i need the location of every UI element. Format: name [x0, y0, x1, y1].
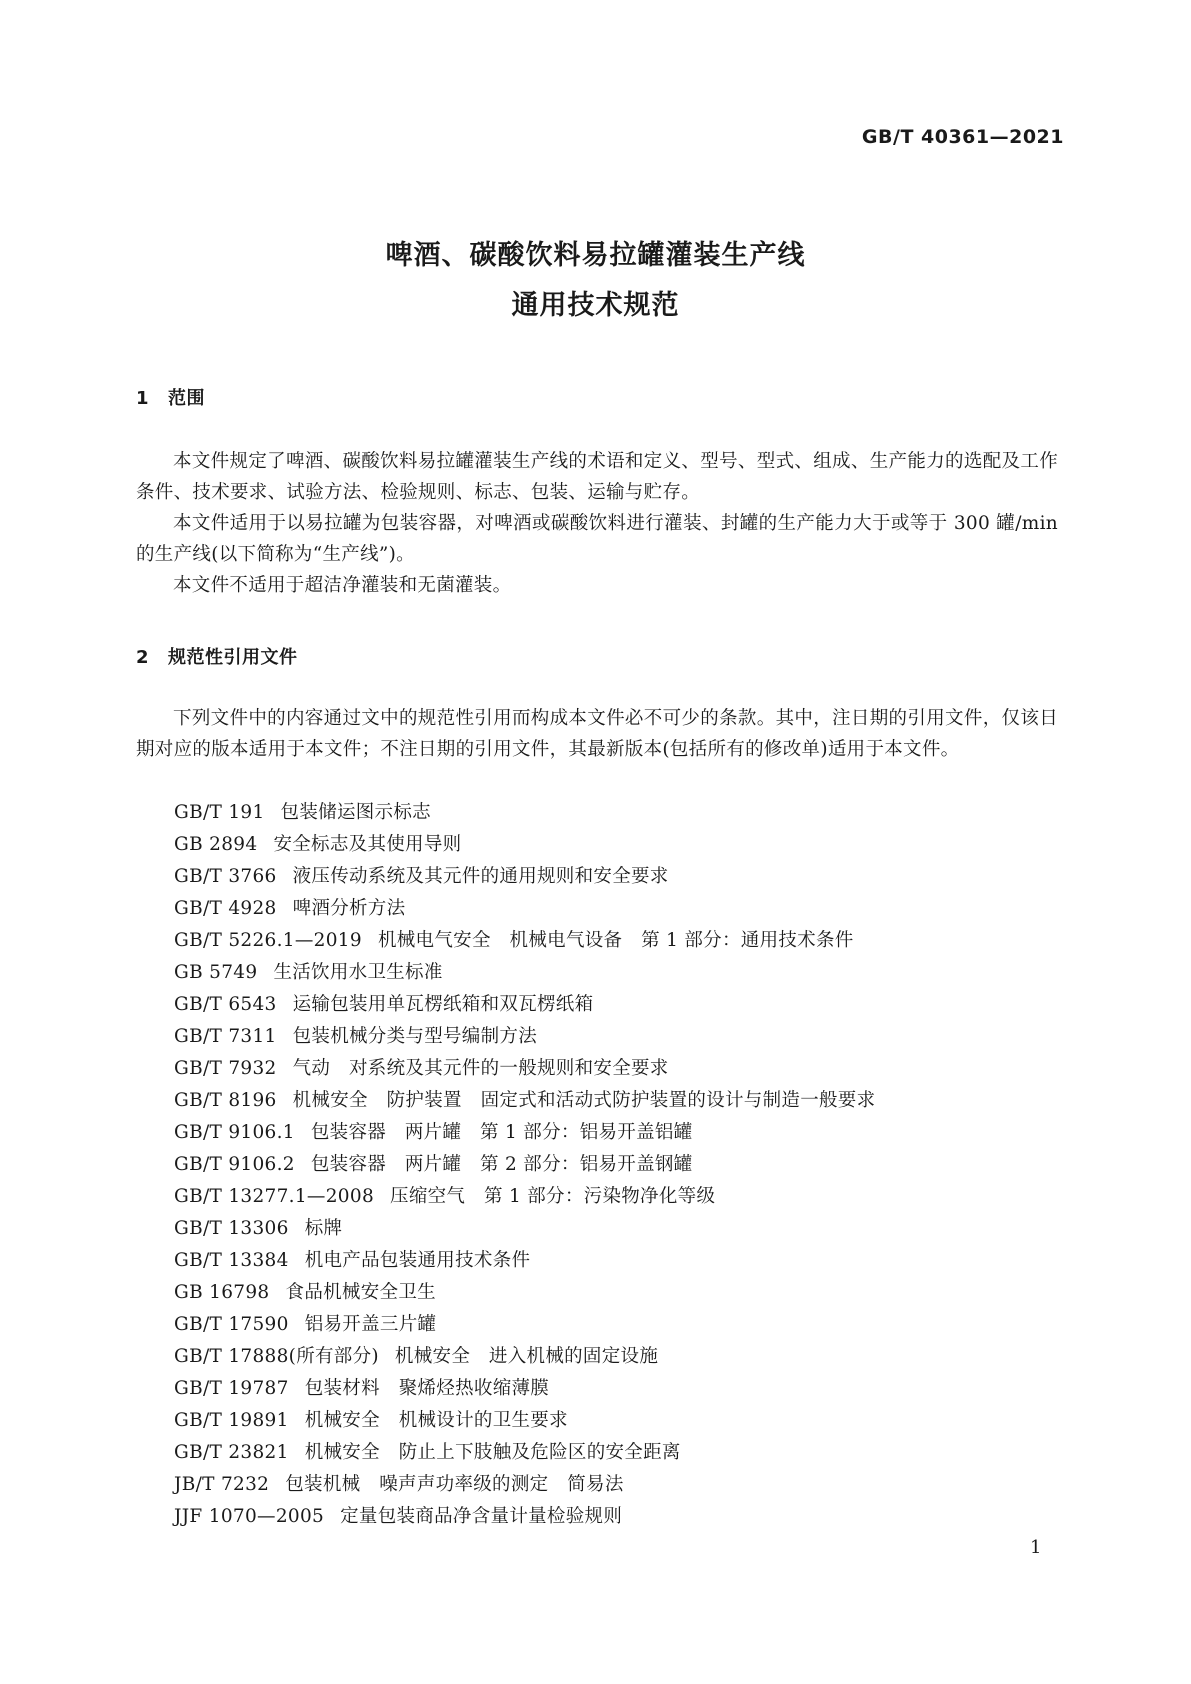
reference-code: GB/T 5226.1—2019 — [174, 930, 362, 951]
reference-code: GB/T 6543 — [174, 994, 277, 1015]
reference-code: GB/T 9106.2 — [174, 1154, 295, 1175]
reference-title: 液压传动系统及其元件的通用规则和安全要求 — [292, 866, 669, 887]
reference-code: GB 5749 — [174, 962, 258, 983]
reference-code: GB/T 3766 — [174, 866, 277, 887]
reference-code: GB/T 7311 — [174, 1026, 277, 1047]
section-title: 规范性引用文件 — [168, 647, 298, 668]
reference-code: GB/T 191 — [174, 802, 265, 823]
reference-item — [174, 1405, 875, 1437]
reference-item — [174, 861, 875, 893]
reference-code: GB 2894 — [174, 834, 258, 855]
reference-item — [174, 1501, 875, 1533]
scope-paragraph-2: 本文件适用于以易拉罐为包装容器，对啤酒或碳酸饮料进行灌装、封罐的生产能力大于或等于 300 罐/min 的生产线(以下简称为“生产线”)。 — [136, 513, 1058, 565]
reference-code: GB/T 19891 — [174, 1410, 289, 1431]
reference-code: GB/T 23821 — [174, 1442, 289, 1463]
reference-item — [174, 1213, 875, 1245]
reference-item — [174, 1085, 875, 1117]
reference-item — [174, 1373, 875, 1405]
reference-title: 生活饮用水卫生标准 — [273, 962, 443, 983]
reference-item — [174, 1341, 875, 1373]
reference-item — [174, 797, 875, 829]
reference-title: 机电产品包装通用技术条件 — [304, 1250, 531, 1271]
reference-title: 机械安全 防护装置 固定式和活动式防护装置的设计与制造一般要求 — [292, 1090, 876, 1111]
reference-code: GB/T 13384 — [174, 1250, 289, 1271]
reference-title: 标牌 — [304, 1218, 343, 1239]
reference-code: JB/T 7232 — [174, 1474, 270, 1495]
section-1-heading — [136, 384, 205, 410]
reference-item — [174, 893, 875, 925]
reference-item — [174, 1053, 875, 1085]
reference-title: 机械安全 进入机械的固定设施 — [394, 1346, 659, 1367]
reference-item — [174, 1277, 875, 1309]
reference-title: 包装储运图示标志 — [280, 802, 431, 823]
reference-title: 压缩空气 第 1 部分：污染物净化等级 — [390, 1186, 716, 1207]
scope-paragraph-3: 本文件不适用于超洁净灌装和无菌灌装。 — [173, 575, 512, 596]
reference-title: 定量包装商品净含量计量检验规则 — [340, 1506, 623, 1527]
reference-title: 包装材料 聚烯烃热收缩薄膜 — [304, 1378, 550, 1399]
reference-title: 食品机械安全卫生 — [285, 1282, 436, 1303]
reference-title: 包装容器 两片罐 第 1 部分：铝易开盖铝罐 — [310, 1122, 693, 1143]
reference-item — [174, 1469, 875, 1501]
reference-item — [174, 989, 875, 1021]
reference-title: 铝易开盖三片罐 — [304, 1314, 437, 1335]
reference-title: 机械电气安全 机械电气设备 第 1 部分：通用技术条件 — [377, 930, 854, 951]
page-number: 1 — [1030, 1537, 1042, 1558]
reference-item — [174, 1117, 875, 1149]
reference-code: JJF 1070—2005 — [174, 1506, 325, 1527]
reference-item — [174, 1021, 875, 1053]
section-2-heading — [136, 643, 298, 669]
reference-item — [174, 1149, 875, 1181]
reference-title: 包装机械 噪声声功率级的测定 简易法 — [285, 1474, 624, 1495]
references-intro-paragraph: 下列文件中的内容通过文中的规范性引用而构成本文件必不可少的条款。其中，注日期的引用文件，仅该日期对应的版本适用于本文件；不注日期的引用文件，其最新版本(包括所有的修改单)适用于本文件。 — [136, 708, 1058, 760]
reference-title: 气动 对系统及其元件的一般规则和安全要求 — [292, 1058, 669, 1079]
reference-title: 包装容器 两片罐 第 2 部分：铝易开盖钢罐 — [310, 1154, 693, 1175]
reference-title: 啤酒分析方法 — [292, 898, 406, 919]
reference-code: GB/T 17590 — [174, 1314, 289, 1335]
reference-code: GB/T 19787 — [174, 1378, 289, 1399]
reference-title: 机械安全 防止上下肢触及危险区的安全距离 — [304, 1442, 681, 1463]
normative-references-list — [174, 797, 875, 1533]
reference-item — [174, 829, 875, 861]
reference-code: GB/T 9106.1 — [174, 1122, 295, 1143]
reference-code: GB 16798 — [174, 1282, 270, 1303]
document-title-line1: 啤酒、碳酸饮料易拉罐灌装生产线 — [385, 240, 806, 271]
reference-item — [174, 1245, 875, 1277]
reference-title: 机械安全 机械设计的卫生要求 — [304, 1410, 568, 1431]
standard-number: GB/T 40361—2021 — [861, 126, 1064, 148]
reference-code: GB/T 13306 — [174, 1218, 289, 1239]
document-title-line2: 通用技术规范 — [511, 290, 680, 321]
reference-item — [174, 925, 875, 957]
reference-code: GB/T 4928 — [174, 898, 277, 919]
reference-code: GB/T 7932 — [174, 1058, 277, 1079]
section-number: 2 — [136, 647, 150, 668]
section-title: 范围 — [168, 388, 205, 409]
reference-item — [174, 957, 875, 989]
reference-code: GB/T 13277.1—2008 — [174, 1186, 375, 1207]
reference-code: GB/T 17888(所有部分) — [174, 1346, 379, 1367]
reference-item — [174, 1181, 875, 1213]
reference-item — [174, 1437, 875, 1469]
reference-title: 安全标志及其使用导则 — [273, 834, 462, 855]
section-number: 1 — [136, 388, 150, 409]
scope-paragraph-1: 本文件规定了啤酒、碳酸饮料易拉罐灌装生产线的术语和定义、型号、型式、组成、生产能力的选配及工作条件、技术要求、试验方法、检验规则、标志、包装、运输与贮存。 — [136, 451, 1058, 503]
reference-code: GB/T 8196 — [174, 1090, 277, 1111]
reference-title: 运输包装用单瓦楞纸箱和双瓦楞纸箱 — [292, 994, 594, 1015]
reference-title: 包装机械分类与型号编制方法 — [292, 1026, 538, 1047]
reference-item — [174, 1309, 875, 1341]
